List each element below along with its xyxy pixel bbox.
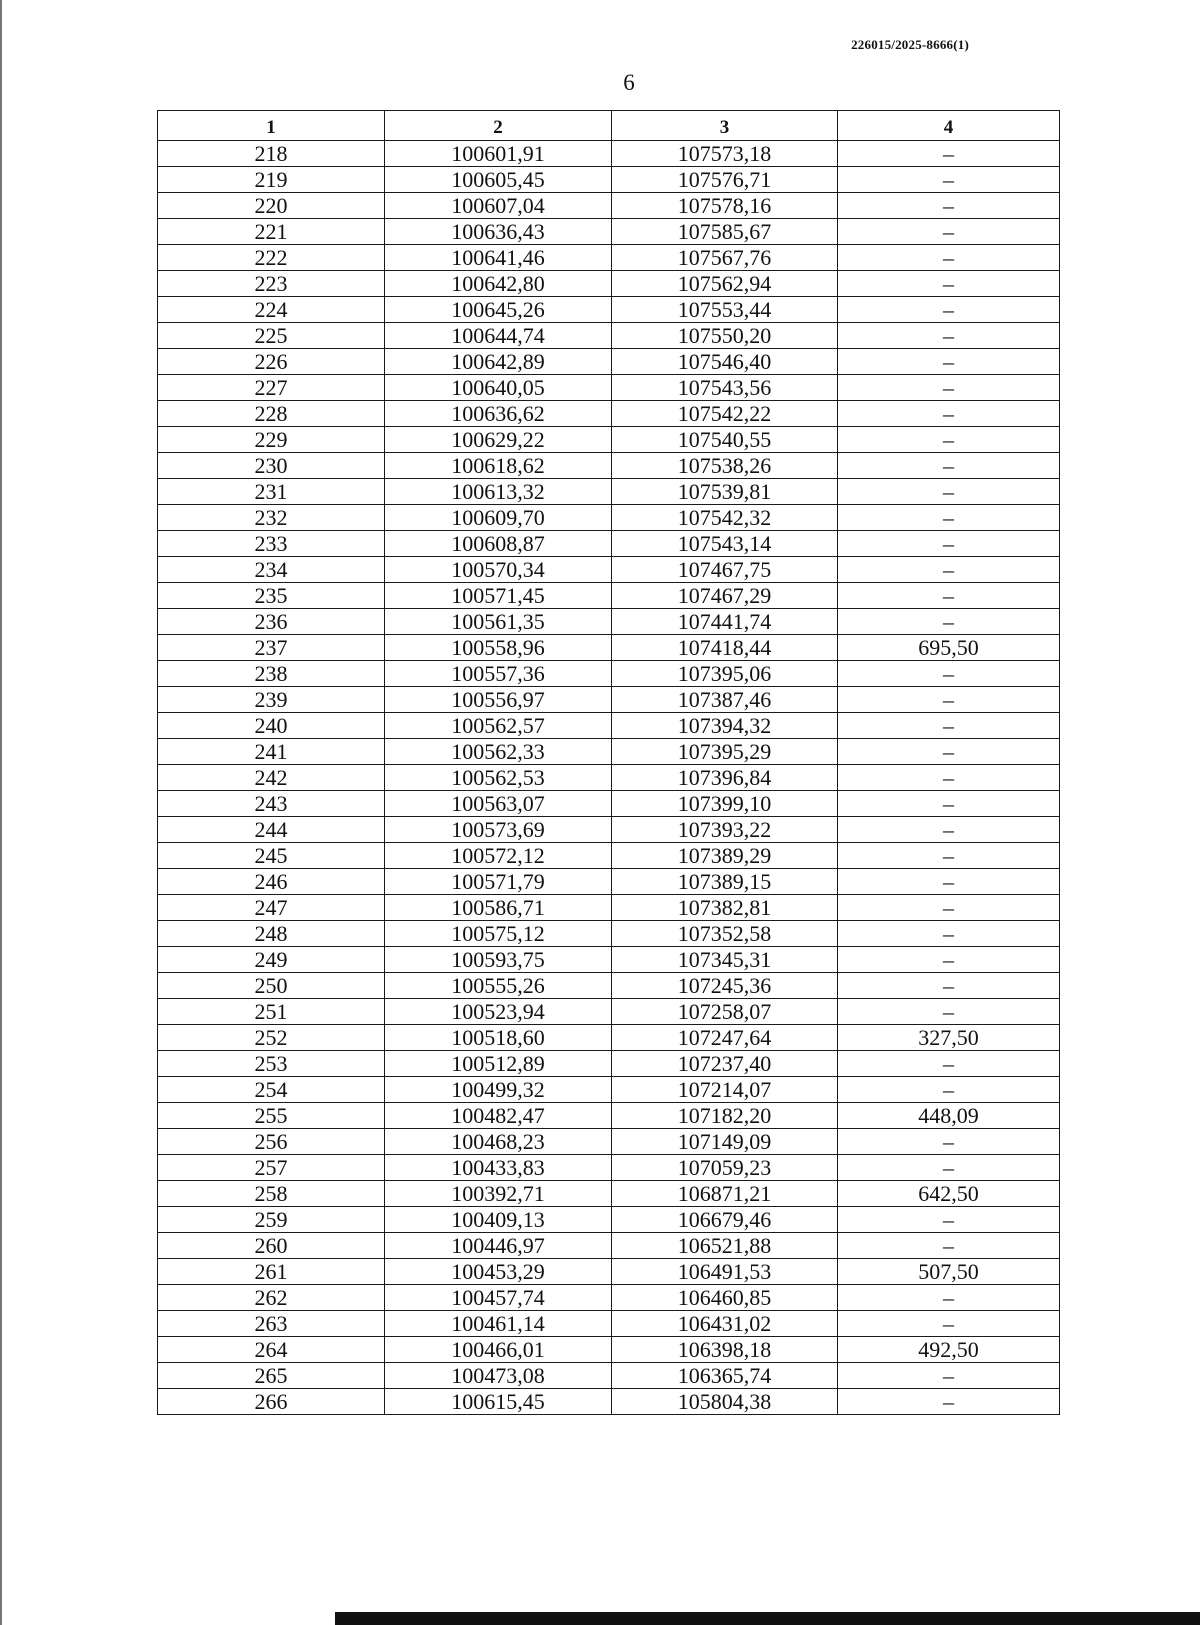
point-number-cell: 262 — [158, 1285, 385, 1311]
value-cell: – — [838, 1233, 1060, 1259]
value-cell: 642,50 — [838, 1181, 1060, 1207]
x-coordinate-cell: 100523,94 — [385, 999, 612, 1025]
x-coordinate-cell: 100468,23 — [385, 1129, 612, 1155]
y-coordinate-cell: 106431,02 — [612, 1311, 838, 1337]
table-row — [158, 713, 1060, 739]
point-number-cell: 220 — [158, 193, 385, 219]
point-number-cell: 233 — [158, 531, 385, 557]
x-coordinate-cell: 100636,62 — [385, 401, 612, 427]
x-coordinate-cell: 100586,71 — [385, 895, 612, 921]
point-number-cell: 227 — [158, 375, 385, 401]
value-cell: – — [838, 713, 1060, 739]
value-cell: – — [838, 401, 1060, 427]
table-row — [158, 687, 1060, 713]
y-coordinate-cell: 107578,16 — [612, 193, 838, 219]
table-row — [158, 973, 1060, 999]
value-cell: – — [838, 973, 1060, 999]
y-coordinate-cell: 106398,18 — [612, 1337, 838, 1363]
point-number-cell: 254 — [158, 1077, 385, 1103]
table-row — [158, 167, 1060, 193]
y-coordinate-cell: 107395,29 — [612, 739, 838, 765]
x-coordinate-cell: 100453,29 — [385, 1259, 612, 1285]
point-number-cell: 245 — [158, 843, 385, 869]
x-coordinate-cell: 100644,74 — [385, 323, 612, 349]
coordinates-table — [157, 110, 1060, 1415]
value-cell: – — [838, 193, 1060, 219]
point-number-cell: 258 — [158, 1181, 385, 1207]
value-cell: – — [838, 349, 1060, 375]
table-body — [158, 141, 1060, 1415]
point-number-cell: 243 — [158, 791, 385, 817]
point-number-cell: 232 — [158, 505, 385, 531]
table-row — [158, 817, 1060, 843]
x-coordinate-cell: 100629,22 — [385, 427, 612, 453]
y-coordinate-cell: 106491,53 — [612, 1259, 838, 1285]
value-cell: – — [838, 791, 1060, 817]
point-number-cell: 244 — [158, 817, 385, 843]
value-cell: – — [838, 1389, 1060, 1415]
table-row — [158, 609, 1060, 635]
point-number-cell: 251 — [158, 999, 385, 1025]
value-cell: – — [838, 1207, 1060, 1233]
point-number-cell: 257 — [158, 1155, 385, 1181]
value-cell: – — [838, 271, 1060, 297]
value-cell: – — [838, 999, 1060, 1025]
y-coordinate-cell: 107394,32 — [612, 713, 838, 739]
x-coordinate-cell: 100613,32 — [385, 479, 612, 505]
point-number-cell: 230 — [158, 453, 385, 479]
y-coordinate-cell: 107387,46 — [612, 687, 838, 713]
y-coordinate-cell: 107576,71 — [612, 167, 838, 193]
y-coordinate-cell: 107585,67 — [612, 219, 838, 245]
point-number-cell: 231 — [158, 479, 385, 505]
table-row — [158, 427, 1060, 453]
x-coordinate-cell: 100563,07 — [385, 791, 612, 817]
x-coordinate-cell: 100562,33 — [385, 739, 612, 765]
point-number-cell: 256 — [158, 1129, 385, 1155]
point-number-cell: 218 — [158, 141, 385, 167]
y-coordinate-cell: 107247,64 — [612, 1025, 838, 1051]
y-coordinate-cell: 107441,74 — [612, 609, 838, 635]
point-number-cell: 264 — [158, 1337, 385, 1363]
y-coordinate-cell: 107389,29 — [612, 843, 838, 869]
x-coordinate-cell: 100636,43 — [385, 219, 612, 245]
table-row — [158, 141, 1060, 167]
table-row — [158, 739, 1060, 765]
table-row — [158, 635, 1060, 661]
point-number-cell: 241 — [158, 739, 385, 765]
point-number-cell: 224 — [158, 297, 385, 323]
y-coordinate-cell: 107418,44 — [612, 635, 838, 661]
y-coordinate-cell: 107573,18 — [612, 141, 838, 167]
table-row — [158, 765, 1060, 791]
value-cell: – — [838, 1363, 1060, 1389]
x-coordinate-cell: 100618,62 — [385, 453, 612, 479]
y-coordinate-cell: 107345,31 — [612, 947, 838, 973]
table-row — [158, 843, 1060, 869]
table-row — [158, 1311, 1060, 1337]
y-coordinate-cell: 107562,94 — [612, 271, 838, 297]
value-cell: – — [838, 427, 1060, 453]
y-coordinate-cell: 105804,38 — [612, 1389, 838, 1415]
x-coordinate-cell: 100605,45 — [385, 167, 612, 193]
y-coordinate-cell: 106460,85 — [612, 1285, 838, 1311]
y-coordinate-cell: 107543,14 — [612, 531, 838, 557]
value-cell: – — [838, 1311, 1060, 1337]
y-coordinate-cell: 107214,07 — [612, 1077, 838, 1103]
value-cell: 695,50 — [838, 635, 1060, 661]
table-row — [158, 1051, 1060, 1077]
value-cell: 327,50 — [838, 1025, 1060, 1051]
point-number-cell: 253 — [158, 1051, 385, 1077]
point-number-cell: 248 — [158, 921, 385, 947]
table-row — [158, 557, 1060, 583]
point-number-cell: 250 — [158, 973, 385, 999]
x-coordinate-cell: 100640,05 — [385, 375, 612, 401]
table-row — [158, 1389, 1060, 1415]
value-cell: – — [838, 661, 1060, 687]
y-coordinate-cell: 107182,20 — [612, 1103, 838, 1129]
table-row — [158, 1155, 1060, 1181]
value-cell: 507,50 — [838, 1259, 1060, 1285]
point-number-cell: 219 — [158, 167, 385, 193]
table-row — [158, 583, 1060, 609]
y-coordinate-cell: 106521,88 — [612, 1233, 838, 1259]
value-cell: – — [838, 1285, 1060, 1311]
table-row — [158, 245, 1060, 271]
y-coordinate-cell: 107245,36 — [612, 973, 838, 999]
y-coordinate-cell: 107539,81 — [612, 479, 838, 505]
table-row — [158, 375, 1060, 401]
x-coordinate-cell: 100555,26 — [385, 973, 612, 999]
point-number-cell: 255 — [158, 1103, 385, 1129]
x-coordinate-cell: 100608,87 — [385, 531, 612, 557]
value-cell: – — [838, 817, 1060, 843]
value-cell: – — [838, 947, 1060, 973]
table-row — [158, 219, 1060, 245]
value-cell: – — [838, 869, 1060, 895]
point-number-cell: 247 — [158, 895, 385, 921]
table-row — [158, 791, 1060, 817]
table-row — [158, 401, 1060, 427]
point-number-cell: 237 — [158, 635, 385, 661]
value-cell: – — [838, 1129, 1060, 1155]
value-cell: – — [838, 895, 1060, 921]
point-number-cell: 222 — [158, 245, 385, 271]
point-number-cell: 249 — [158, 947, 385, 973]
value-cell: – — [838, 479, 1060, 505]
point-number-cell: 252 — [158, 1025, 385, 1051]
table-row — [158, 1129, 1060, 1155]
value-cell: – — [838, 1051, 1060, 1077]
x-coordinate-cell: 100512,89 — [385, 1051, 612, 1077]
x-coordinate-cell: 100499,32 — [385, 1077, 612, 1103]
value-cell: – — [838, 609, 1060, 635]
y-coordinate-cell: 107393,22 — [612, 817, 838, 843]
table-row — [158, 1337, 1060, 1363]
y-coordinate-cell: 107396,84 — [612, 765, 838, 791]
value-cell: – — [838, 765, 1060, 791]
x-coordinate-cell: 100433,83 — [385, 1155, 612, 1181]
point-number-cell: 221 — [158, 219, 385, 245]
x-coordinate-cell: 100645,26 — [385, 297, 612, 323]
point-number-cell: 246 — [158, 869, 385, 895]
y-coordinate-cell: 107237,40 — [612, 1051, 838, 1077]
value-cell: – — [838, 921, 1060, 947]
x-coordinate-cell: 100556,97 — [385, 687, 612, 713]
x-coordinate-cell: 100609,70 — [385, 505, 612, 531]
point-number-cell: 240 — [158, 713, 385, 739]
point-number-cell: 260 — [158, 1233, 385, 1259]
table-row — [158, 661, 1060, 687]
value-cell: – — [838, 141, 1060, 167]
y-coordinate-cell: 106871,21 — [612, 1181, 838, 1207]
value-cell: – — [838, 531, 1060, 557]
value-cell: – — [838, 219, 1060, 245]
x-coordinate-cell: 100446,97 — [385, 1233, 612, 1259]
table-row — [158, 1103, 1060, 1129]
value-cell: – — [838, 505, 1060, 531]
value-cell: – — [838, 323, 1060, 349]
table-row — [158, 999, 1060, 1025]
x-coordinate-cell: 100409,13 — [385, 1207, 612, 1233]
x-coordinate-cell: 100601,91 — [385, 141, 612, 167]
value-cell: – — [838, 167, 1060, 193]
value-cell: – — [838, 375, 1060, 401]
y-coordinate-cell: 107149,09 — [612, 1129, 838, 1155]
table-row — [158, 531, 1060, 557]
y-coordinate-cell: 107542,22 — [612, 401, 838, 427]
y-coordinate-cell: 107389,15 — [612, 869, 838, 895]
x-coordinate-cell: 100562,57 — [385, 713, 612, 739]
x-coordinate-cell: 100607,04 — [385, 193, 612, 219]
table-row — [158, 505, 1060, 531]
y-coordinate-cell: 107395,06 — [612, 661, 838, 687]
y-coordinate-cell: 107543,56 — [612, 375, 838, 401]
value-cell: – — [838, 297, 1060, 323]
x-coordinate-cell: 100573,69 — [385, 817, 612, 843]
y-coordinate-cell: 107553,44 — [612, 297, 838, 323]
value-cell: – — [838, 245, 1060, 271]
x-coordinate-cell: 100518,60 — [385, 1025, 612, 1051]
table-row — [158, 271, 1060, 297]
value-cell: – — [838, 453, 1060, 479]
page-number: 6 — [623, 70, 635, 95]
point-number-cell: 242 — [158, 765, 385, 791]
x-coordinate-cell: 100571,45 — [385, 583, 612, 609]
value-cell: 492,50 — [838, 1337, 1060, 1363]
x-coordinate-cell: 100641,46 — [385, 245, 612, 271]
x-coordinate-cell: 100575,12 — [385, 921, 612, 947]
value-cell: – — [838, 687, 1060, 713]
column-header: 1 — [158, 111, 385, 141]
value-cell: – — [838, 843, 1060, 869]
table-row — [158, 1077, 1060, 1103]
x-coordinate-cell: 100562,53 — [385, 765, 612, 791]
point-number-cell: 263 — [158, 1311, 385, 1337]
point-number-cell: 234 — [158, 557, 385, 583]
point-number-cell: 223 — [158, 271, 385, 297]
y-coordinate-cell: 107542,32 — [612, 505, 838, 531]
x-coordinate-cell: 100642,89 — [385, 349, 612, 375]
point-number-cell: 226 — [158, 349, 385, 375]
table-row — [158, 323, 1060, 349]
column-header: 4 — [838, 111, 1060, 141]
value-cell: – — [838, 557, 1060, 583]
x-coordinate-cell: 100558,96 — [385, 635, 612, 661]
table-row — [158, 349, 1060, 375]
table-row — [158, 1259, 1060, 1285]
y-coordinate-cell: 107538,26 — [612, 453, 838, 479]
y-coordinate-cell: 107467,29 — [612, 583, 838, 609]
table-row — [158, 1233, 1060, 1259]
x-coordinate-cell: 100561,35 — [385, 609, 612, 635]
y-coordinate-cell: 107399,10 — [612, 791, 838, 817]
x-coordinate-cell: 100466,01 — [385, 1337, 612, 1363]
table-row — [158, 193, 1060, 219]
y-coordinate-cell: 107382,81 — [612, 895, 838, 921]
table-row — [158, 1285, 1060, 1311]
table-row — [158, 895, 1060, 921]
y-coordinate-cell: 107540,55 — [612, 427, 838, 453]
x-coordinate-cell: 100593,75 — [385, 947, 612, 973]
point-number-cell: 261 — [158, 1259, 385, 1285]
point-number-cell: 265 — [158, 1363, 385, 1389]
table-header-row — [158, 111, 1060, 141]
y-coordinate-cell: 107550,20 — [612, 323, 838, 349]
scan-edge-bottom — [335, 1612, 1200, 1625]
point-number-cell: 228 — [158, 401, 385, 427]
point-number-cell: 236 — [158, 609, 385, 635]
x-coordinate-cell: 100457,74 — [385, 1285, 612, 1311]
value-cell: – — [838, 739, 1060, 765]
point-number-cell: 259 — [158, 1207, 385, 1233]
table-row — [158, 1363, 1060, 1389]
column-header: 2 — [385, 111, 612, 141]
x-coordinate-cell: 100482,47 — [385, 1103, 612, 1129]
point-number-cell: 229 — [158, 427, 385, 453]
x-coordinate-cell: 100572,12 — [385, 843, 612, 869]
y-coordinate-cell: 107467,75 — [612, 557, 838, 583]
y-coordinate-cell: 106365,74 — [612, 1363, 838, 1389]
y-coordinate-cell: 107352,58 — [612, 921, 838, 947]
y-coordinate-cell: 107567,76 — [612, 245, 838, 271]
table-row — [158, 453, 1060, 479]
y-coordinate-cell: 107059,23 — [612, 1155, 838, 1181]
table-row — [158, 297, 1060, 323]
x-coordinate-cell: 100461,14 — [385, 1311, 612, 1337]
table-row — [158, 921, 1060, 947]
x-coordinate-cell: 100473,08 — [385, 1363, 612, 1389]
point-number-cell: 235 — [158, 583, 385, 609]
x-coordinate-cell: 100392,71 — [385, 1181, 612, 1207]
y-coordinate-cell: 107546,40 — [612, 349, 838, 375]
point-number-cell: 238 — [158, 661, 385, 687]
point-number-cell: 239 — [158, 687, 385, 713]
table-row — [158, 479, 1060, 505]
x-coordinate-cell: 100615,45 — [385, 1389, 612, 1415]
y-coordinate-cell: 106679,46 — [612, 1207, 838, 1233]
point-number-cell: 225 — [158, 323, 385, 349]
x-coordinate-cell: 100570,34 — [385, 557, 612, 583]
x-coordinate-cell: 100642,80 — [385, 271, 612, 297]
value-cell: – — [838, 1077, 1060, 1103]
x-coordinate-cell: 100571,79 — [385, 869, 612, 895]
value-cell: 448,09 — [838, 1103, 1060, 1129]
column-header: 3 — [612, 111, 838, 141]
scan-edge-left — [0, 0, 2, 1625]
document-number: 226015/2025-8666(1) — [851, 37, 969, 52]
value-cell: – — [838, 583, 1060, 609]
x-coordinate-cell: 100557,36 — [385, 661, 612, 687]
value-cell: – — [838, 1155, 1060, 1181]
table-row — [158, 1025, 1060, 1051]
table-row — [158, 869, 1060, 895]
table-row — [158, 1181, 1060, 1207]
y-coordinate-cell: 107258,07 — [612, 999, 838, 1025]
table-row — [158, 1207, 1060, 1233]
table-row — [158, 947, 1060, 973]
point-number-cell: 266 — [158, 1389, 385, 1415]
